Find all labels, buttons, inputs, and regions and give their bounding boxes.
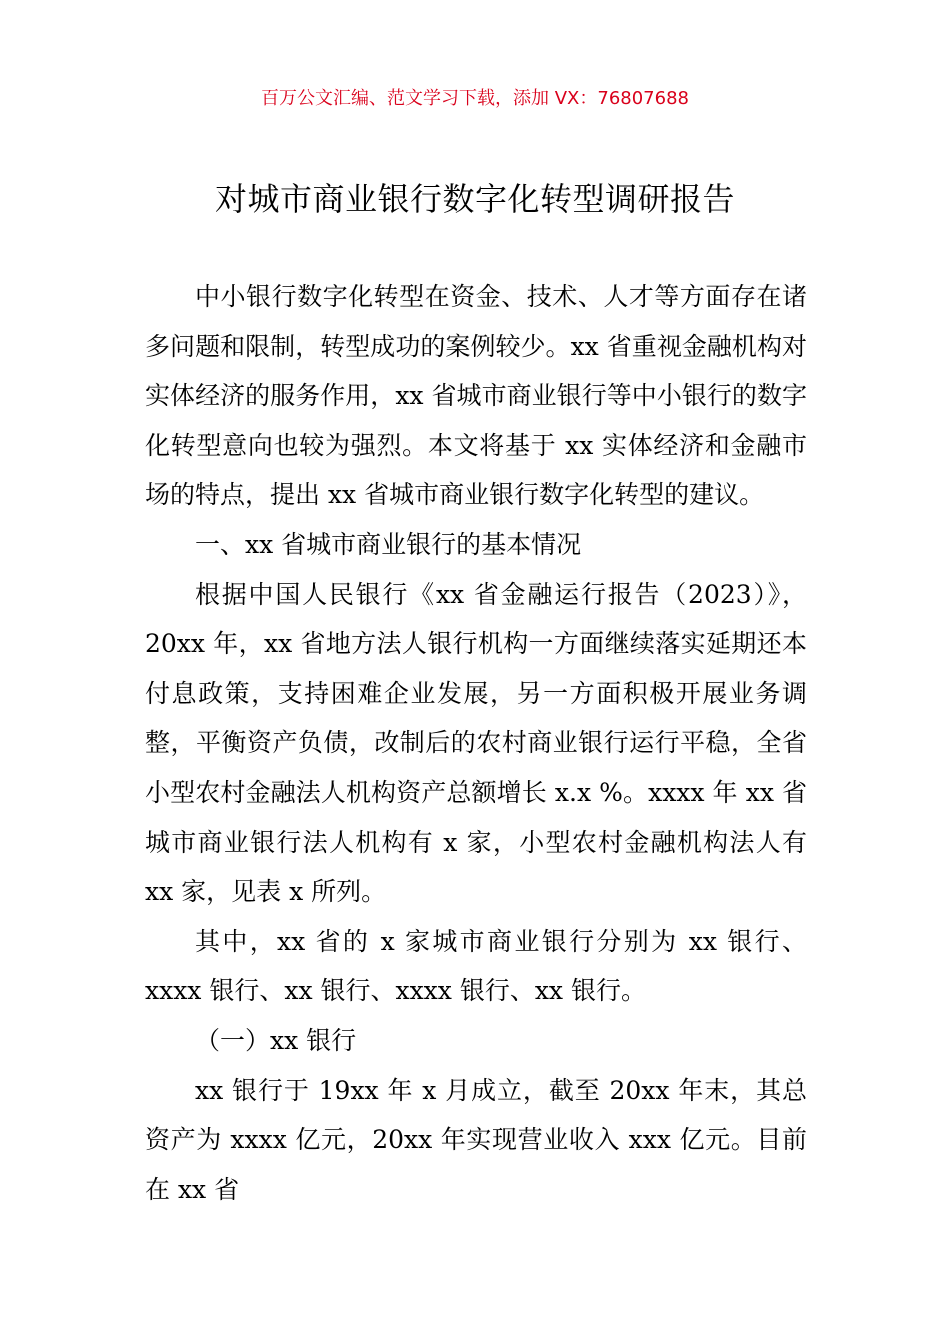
paragraph-bank-list: 其中，xx 省的 x 家城市商业银行分别为 xx 银行、xxxx 银行、xx 银行、xxxx 银行、xx 银行。: [145, 926, 807, 1006]
document-body: [145, 272, 807, 1214]
document-title: 对城市商业银行数字化转型调研报告: [214, 180, 735, 218]
paragraph-intro: 中小银行数字化转型在资金、技术、人才等方面存在诸多问题和限制，转型成功的案例较少。xx 省重视金融机构对实体经济的服务作用，xx 省城市商业银行等中小银行的数字化转型意向也较为强烈。本文将基于 xx 实体经济和金融市场的特点，提出 xx 省城市商业银行数字化转型的建议。: [145, 282, 807, 510]
subsection-heading-1: （一）xx 银行: [195, 1025, 357, 1055]
header-note: 百万公文汇编、范文学习下载，添加 VX：76807688: [261, 88, 689, 109]
paragraph-bank-detail: xx 银行于 19xx 年 x 月成立，截至 20xx 年末，其总资产为 xxxx 亿元，20xx 年实现营业收入 xxx 亿元。目前在 xx 省: [145, 1075, 807, 1204]
section-heading-1: 一、xx 省城市商业银行的基本情况: [195, 529, 582, 559]
paragraph-basic-situation: 根据中国人民银行《xx 省金融运行报告（2023）》，20xx 年，xx 省地方法人银行机构一方面继续落实延期还本付息政策，支持困难企业发展，另一方面积极开展业务调整，平衡资产负债，改制后的农村商业银行运行平稳，全省小型农村金融法人机构资产总额增长 x.x %。xxxx 年 xx 省城市商业银行法人机构有 x 家，小型农村金融机构法人有 xx 家，见表 x 所列。: [145, 579, 807, 907]
